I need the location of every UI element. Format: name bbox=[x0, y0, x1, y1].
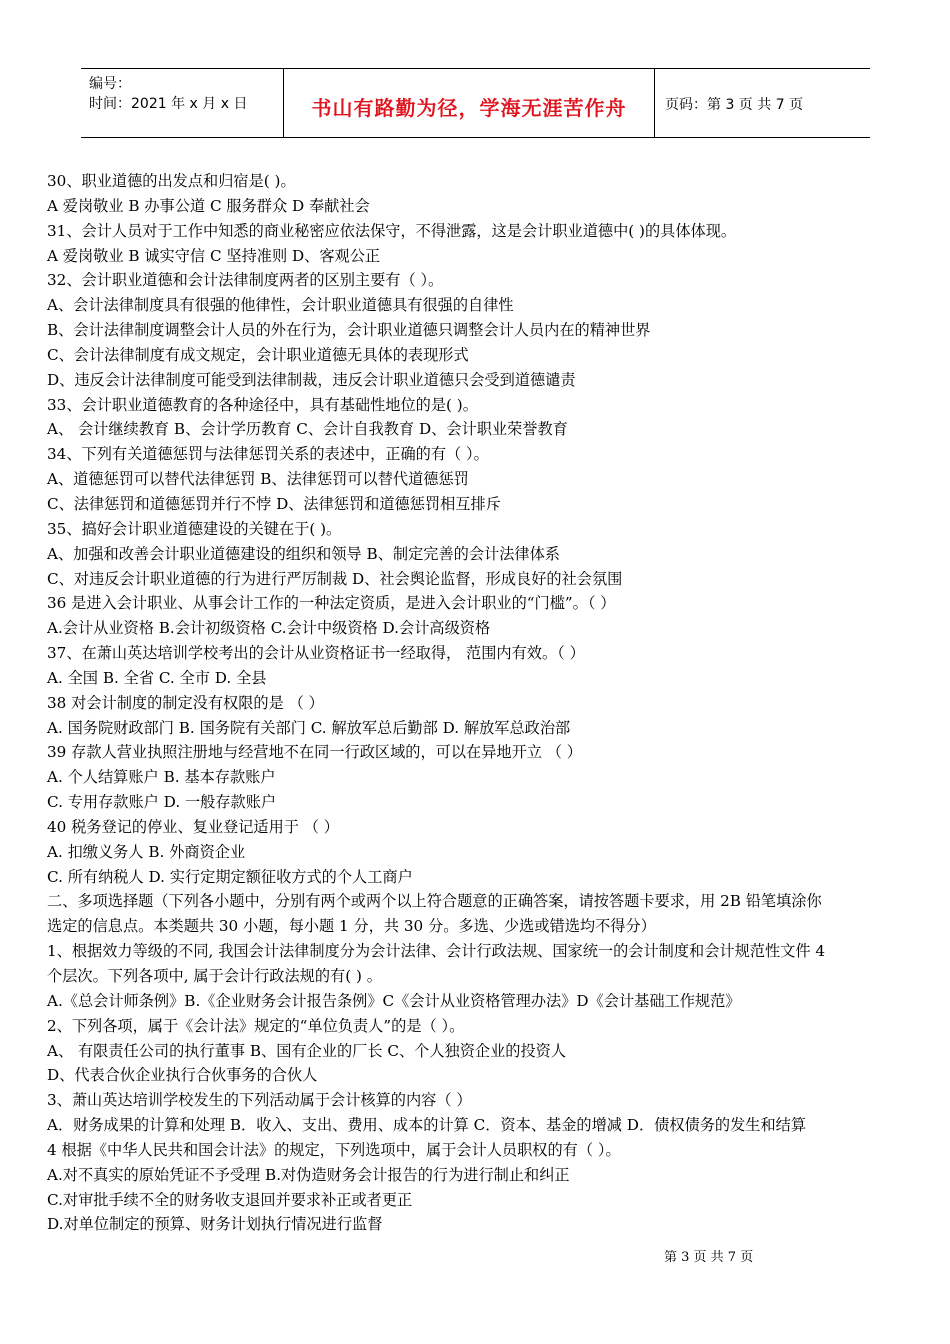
document-number-label: 编号： bbox=[89, 76, 131, 92]
page-header bbox=[81, 68, 870, 138]
text-line: A.会计从业资格 B.会计初级资格 C.会计中级资格 D.会计高级资格 bbox=[47, 619, 491, 638]
text-line: 33、会计职业道德教育的各种途径中，具有基础性地位的是( )。 bbox=[47, 395, 478, 414]
text-line: A. 扣缴义务人 B. 外商资企业 bbox=[47, 842, 246, 861]
page-footer: 第 3 页 共 7 页 bbox=[664, 1250, 754, 1265]
text-line: A 爱岗敬业 B 办事公道 C 服务群众 D 奉献社会 bbox=[47, 196, 370, 215]
document-body bbox=[47, 169, 917, 1237]
document-time-label: 时间：2021 年 x 月 x 日 bbox=[89, 96, 248, 112]
text-line: 39 存款人营业执照注册地与经营地不在同一行政区域的，可以在异地开立 （ ） bbox=[47, 743, 582, 762]
text-line: 36 是进入会计职业、从事会计工作的一种法定资质，是进入会计职业的“门槛”。（ ） bbox=[47, 594, 616, 613]
header-page-cell bbox=[655, 69, 870, 137]
text-line: 31、会计人员对于工作中知悉的商业秘密应依法保守，不得泄露，这是会计职业道德中( )的具体体现。 bbox=[47, 221, 737, 240]
text-line: 30、职业道德的出发点和归宿是( )。 bbox=[47, 172, 296, 190]
header-page-code: 页码：第 3 页 共 7 页 bbox=[665, 97, 804, 113]
text-line: A. 国务院财政部门 B. 国务院有关部门 C. 解放军总后勤部 D. 解放军总政治部 bbox=[47, 718, 571, 737]
text-line: 37、在萧山英达培训学校考出的会计从业资格证书一经取得， 范围内有效。（ ） bbox=[47, 644, 585, 663]
text-line: 4 根据《中华人民共和国会计法》的规定，下列选项中，属于会计人员职权的有（ ）。 bbox=[47, 1140, 621, 1159]
text-line: 32、会计职业道德和会计法律制度两者的区别主要有（ ）。 bbox=[47, 271, 444, 290]
text-line: C、法律惩罚和道德惩罚并行不悖 D、法律惩罚和道德惩罚相互排斥 bbox=[47, 494, 501, 513]
text-line: A.对不真实的原始凭证不予受理 B.对伪造财务会计报告的行为进行制止和纠正 bbox=[47, 1165, 570, 1184]
text-line: 1、根据效力等级的不同, 我国会计法律制度分为会计法律、会计行政法规、国家统一的会计制度和会计规范性文件 4 bbox=[47, 942, 825, 961]
text-line: 选定的信息点。本类题共 30 小题，每小题 1 分，共 30 分。多选、少选或错选均不得分） bbox=[47, 917, 656, 936]
text-line: 个层次。下列各项中, 属于会计行政法规的有( ) 。 bbox=[47, 967, 382, 985]
text-line: 35、搞好会计职业道德建设的关键在于( )。 bbox=[47, 519, 342, 538]
text-line: D、代表合伙企业执行合伙事务的合伙人 bbox=[47, 1066, 318, 1085]
text-line: D、违反会计法律制度可能受到法律制裁，违反会计职业道德只会受到道德谴责 bbox=[47, 370, 576, 389]
text-line: C. 所有纳税人 D. 实行定期定额征收方式的个人工商户 bbox=[47, 867, 413, 886]
text-line: A. 全国 B. 全省 C. 全市 D. 全县 bbox=[47, 668, 267, 687]
text-line: A、加强和改善会计职业道德建设的组织和领导 B、制定完善的会计法律体系 bbox=[47, 544, 560, 563]
header-motto-cell bbox=[283, 69, 655, 137]
text-line: 2、下列各项，属于《会计法》规定的“单位负责人”的是（ ）。 bbox=[47, 1016, 465, 1035]
text-line: 34、下列有关道德惩罚与法律惩罚关系的表述中，正确的有（ ）。 bbox=[47, 445, 489, 464]
text-line: A、道德惩罚可以替代法律惩罚 B、法律惩罚可以替代道德惩罚 bbox=[47, 470, 469, 489]
text-line: A、 会计继续教育 B、会计学历教育 C、会计自我教育 D、会计职业荣誉教育 bbox=[47, 420, 568, 439]
text-line: C、会计法律制度有成文规定，会计职业道德无具体的表现形式 bbox=[47, 345, 469, 364]
header-left-cell bbox=[81, 69, 283, 137]
text-line: C、对违反会计职业道德的行为进行严厉制裁 D、社会舆论监督，形成良好的社会氛围 bbox=[47, 569, 623, 588]
text-line: C. 专用存款账户 D. 一般存款账户 bbox=[47, 793, 277, 812]
text-line: 40 税务登记的停业、复业登记适用于 （ ） bbox=[47, 817, 339, 836]
text-line: A.《总会计师条例》B.《企业财务会计报告条例》C《会计从业资格管理办法》D《会计基础工作规范》 bbox=[47, 991, 741, 1010]
text-line: A、 有限责任公司的执行董事 B、国有企业的厂长 C、个人独资企业的投资人 bbox=[47, 1041, 567, 1060]
text-line: B、会计法律制度调整会计人员的外在行为，会计职业道德只调整会计人员内在的精神世界 bbox=[47, 321, 651, 340]
text-line: 3、萧山英达培训学校发生的下列活动属于会计核算的内容（ ） bbox=[47, 1091, 472, 1110]
text-line: C.对审批手续不全的财务收支退回并要求补正或者更正 bbox=[47, 1190, 413, 1209]
text-line: A、会计法律制度具有很强的他律性，会计职业道德具有很强的自律性 bbox=[47, 296, 514, 315]
text-line: A. 个人结算账户 B. 基本存款账户 bbox=[47, 768, 276, 787]
text-line: A．财务成果的计算和处理 B．收入、支出、费用、成本的计算 C．资本、基金的增减 D．债权债务的发生和结算 bbox=[47, 1116, 807, 1135]
text-line: 38 对会计制度的制定没有权限的是 （ ） bbox=[47, 693, 324, 712]
text-line: A 爱岗敬业 B 诚实守信 C 坚持准则 D、客观公正 bbox=[47, 246, 381, 265]
text-line: 二、多项选择题（下列各小题中，分别有两个或两个以上符合题意的正确答案，请按答题卡要求，用 2B 铅笔填涂你 bbox=[47, 892, 822, 911]
text-line: D.对单位制定的预算、财务计划执行情况进行监督 bbox=[47, 1215, 383, 1234]
motto-text: 书山有路勤为径，学海无涯苦作舟 bbox=[311, 96, 627, 120]
